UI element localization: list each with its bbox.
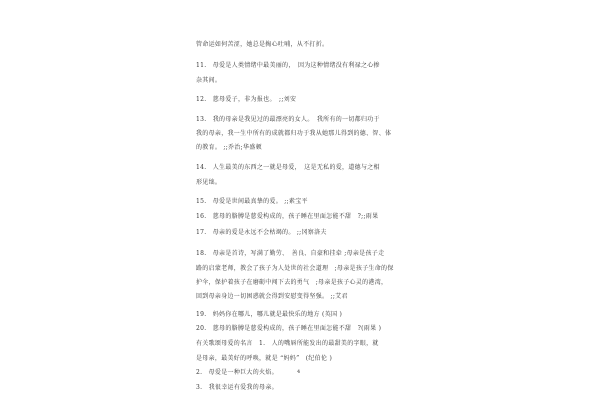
text-line: 是母亲，最美好的呼唤，就是 “妈妈” (纪伯伦 ) <box>196 355 333 362</box>
text-line: 回到母亲身边一切困惑就会得到安慰变得坚强。 ;;艾君 <box>196 293 348 300</box>
text-line: 形见绌。 <box>196 179 222 186</box>
text-line: 3. 我很幸运有爱我的母亲。 <box>196 384 278 391</box>
text-line: 11. 母爱是人类情绪中最美丽的， 因为这种情绪没有利禄之心掺 <box>196 62 380 69</box>
text-line: 17. 母亲的爱是永远不会枯竭的。 ;;冈察洛夫 <box>196 229 327 236</box>
text-line: 杂其间。 <box>196 77 222 84</box>
text-line: 的教育。 ;;乔治;华盛顿 <box>196 144 262 151</box>
text-line: 12. 慈母爱子，非为报也。 ;;刘安 <box>196 96 297 103</box>
text-line: 13. 我的母亲是我见过的最漂亮的女人。 我所有的一切都归功于 <box>196 116 380 123</box>
text-line: 有关歌颂母爱的名言 1. 人的嘴唇所能发出的最甜美的字眼，就 <box>196 340 379 347</box>
text-line: 管命运如何苦涩，她总是掏心吐哺，从不打折。 <box>196 41 329 48</box>
text-line: 18. 母亲是首诗，写满了勤劳、 善良、自豪和挂牵 ;母亲是孩子走 <box>196 250 385 257</box>
text-line: 护伞，保护着孩子在磨砺中闯下去的勇气 ;母亲是孩子心灵的港湾， <box>196 279 388 286</box>
text-line: 15. 母爱是世间最真挚的爱。 ;;素宝平 <box>196 198 308 205</box>
page-number: 4 <box>297 369 301 375</box>
text-line: 2. 母爱是一种巨大的火焰。 <box>196 369 278 376</box>
text-line: 20. 慈母的胳膊是慈爱构成的，孩子睡在里面怎能不甜 ?(雨果 ) <box>196 325 382 332</box>
text-line: 16. 慈母的胳膊是慈爱构成的，孩子睡在里面怎能不甜 ?;;雨果 <box>196 213 379 220</box>
text-line: 14. 人生最美的东西之一就是母爱， 这是无私的爱，道德与之相 <box>196 164 380 171</box>
text-line: 我的母亲，我一生中所有的成就都归功于我从她那儿得到的德、智、体 <box>196 130 392 137</box>
text-line: 路的启蒙老师，教会了孩子为人处世的社会道理 ;母亲是孩子生命的保 <box>196 265 394 272</box>
text-line: 19. 妈妈你在哪儿，哪儿就是最快乐的地方 (英国 ) <box>196 311 343 318</box>
